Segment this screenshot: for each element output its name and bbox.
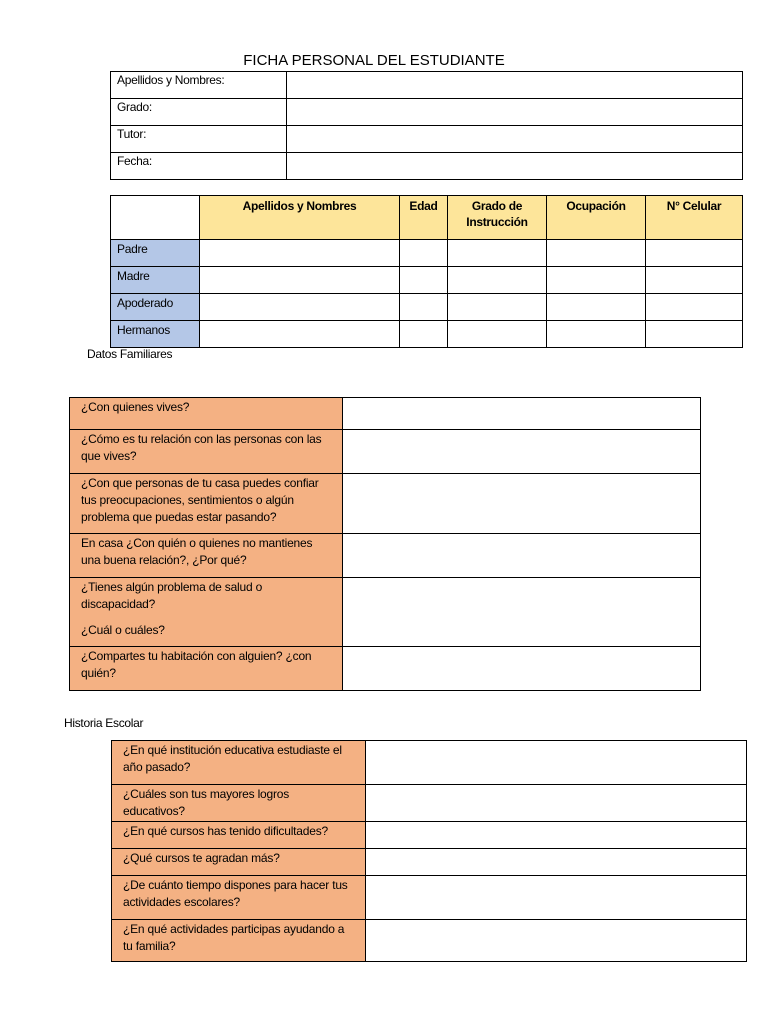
answer-field[interactable] bbox=[343, 578, 701, 647]
answer-field[interactable] bbox=[343, 430, 701, 474]
answer-field[interactable] bbox=[366, 920, 747, 962]
question-actividades-familia: ¿En qué actividades participas ayudando a tu familia? bbox=[112, 920, 366, 962]
cell[interactable] bbox=[646, 294, 743, 321]
table-row bbox=[111, 267, 743, 294]
row-label-apoderado: Apoderado bbox=[111, 294, 200, 321]
question-logros: ¿Cuáles son tus mayores logros educativos? bbox=[112, 785, 366, 822]
header-celular: N° Celular bbox=[646, 196, 743, 240]
answer-field[interactable] bbox=[366, 876, 747, 920]
cell[interactable] bbox=[448, 240, 547, 267]
row-label-madre: Madre bbox=[111, 267, 200, 294]
table-row bbox=[111, 321, 743, 348]
field-apellidos-nombres[interactable] bbox=[287, 72, 743, 99]
page-title: FICHA PERSONAL DEL ESTUDIANTE bbox=[243, 52, 505, 69]
field-fecha[interactable] bbox=[287, 153, 743, 180]
cell[interactable] bbox=[646, 321, 743, 348]
row-label-padre: Padre bbox=[111, 240, 200, 267]
table-row bbox=[111, 294, 743, 321]
student-info-table bbox=[110, 71, 743, 180]
question-salud bbox=[70, 578, 343, 647]
answer-field[interactable] bbox=[366, 849, 747, 876]
field-tutor[interactable] bbox=[287, 126, 743, 153]
question-institucion: ¿En qué institución educativa estudiaste el año pasado? bbox=[112, 741, 366, 785]
family-questions-table bbox=[69, 397, 701, 691]
question-tiempo: ¿De cuánto tiempo dispones para hacer tus actividades escolares? bbox=[112, 876, 366, 920]
family-table-corner bbox=[111, 196, 200, 240]
question-salud-text: ¿Tienes algún problema de salud o discapacidad? bbox=[81, 580, 263, 611]
header-grado-instruccion: Grado de Instrucción bbox=[448, 196, 547, 240]
school-questions-table bbox=[111, 740, 747, 962]
question-cursos-agradan: ¿Qué cursos te agradan más? bbox=[112, 849, 366, 876]
question-dificultades: ¿En qué cursos has tenido dificultades? bbox=[112, 822, 366, 849]
field-grado[interactable] bbox=[287, 99, 743, 126]
cell[interactable] bbox=[547, 321, 646, 348]
label-tutor: Tutor: bbox=[111, 126, 287, 153]
answer-field[interactable] bbox=[343, 647, 701, 691]
answer-field[interactable] bbox=[366, 822, 747, 849]
cell[interactable] bbox=[448, 321, 547, 348]
cell[interactable] bbox=[646, 240, 743, 267]
label-apellidos-nombres: Apellidos y Nombres: bbox=[111, 72, 287, 99]
answer-field[interactable] bbox=[343, 398, 701, 430]
table-row bbox=[111, 240, 743, 267]
answer-field[interactable] bbox=[366, 785, 747, 822]
cell[interactable] bbox=[547, 240, 646, 267]
question-salud-extra: ¿Cuál o cuáles? bbox=[81, 623, 165, 637]
cell[interactable] bbox=[400, 294, 448, 321]
cell[interactable] bbox=[400, 240, 448, 267]
header-edad: Edad bbox=[400, 196, 448, 240]
question-relacion: ¿Cómo es tu relación con las personas con las que vives? bbox=[70, 430, 343, 474]
section-title-school: Historia Escolar bbox=[64, 716, 144, 730]
cell[interactable] bbox=[400, 321, 448, 348]
header-ocupacion: Ocupación bbox=[547, 196, 646, 240]
header-apellidos-nombres: Apellidos y Nombres bbox=[200, 196, 400, 240]
answer-field[interactable] bbox=[343, 474, 701, 534]
answer-field[interactable] bbox=[343, 534, 701, 578]
question-confianza: ¿Con que personas de tu casa puedes confiar tus preocupaciones, sentimientos o algún problema que puedas estar pasando? bbox=[70, 474, 343, 534]
cell[interactable] bbox=[400, 267, 448, 294]
cell[interactable] bbox=[547, 267, 646, 294]
cell[interactable] bbox=[200, 240, 400, 267]
label-grado: Grado: bbox=[111, 99, 287, 126]
family-table bbox=[110, 195, 743, 348]
cell[interactable] bbox=[200, 321, 400, 348]
cell[interactable] bbox=[200, 294, 400, 321]
cell[interactable] bbox=[448, 294, 547, 321]
section-title-family: Datos Familiares bbox=[87, 347, 173, 361]
question-mala-relacion: En casa ¿Con quién o quienes no mantienes una buena relación?, ¿Por qué? bbox=[70, 534, 343, 578]
label-fecha: Fecha: bbox=[111, 153, 287, 180]
row-label-hermanos: Hermanos bbox=[111, 321, 200, 348]
cell[interactable] bbox=[547, 294, 646, 321]
cell[interactable] bbox=[646, 267, 743, 294]
answer-field[interactable] bbox=[366, 741, 747, 785]
cell[interactable] bbox=[200, 267, 400, 294]
question-habitacion: ¿Compartes tu habitación con alguien? ¿con quién? bbox=[70, 647, 343, 691]
question-con-quienes-vives: ¿Con quienes vives? bbox=[70, 398, 343, 430]
cell[interactable] bbox=[448, 267, 547, 294]
